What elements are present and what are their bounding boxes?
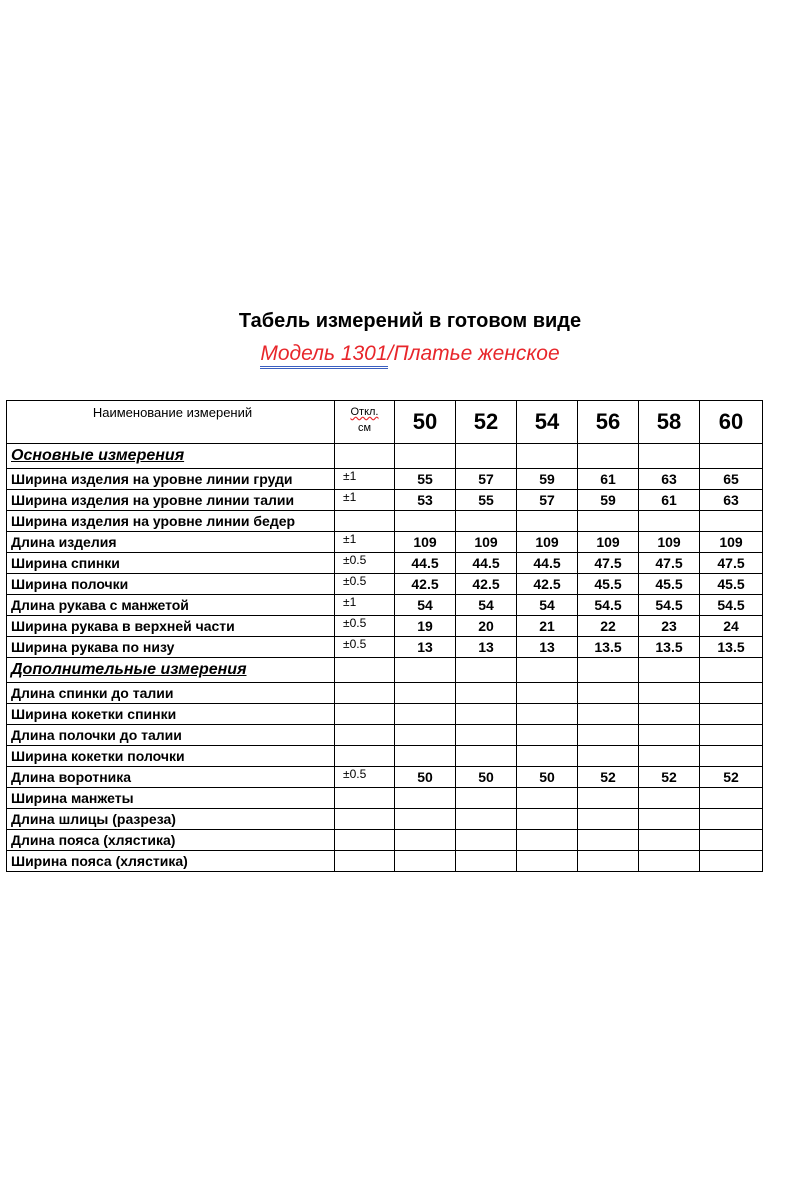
value-cell [395, 725, 456, 746]
tolerance-cell: ±1 [335, 490, 395, 511]
table-row [7, 830, 763, 851]
value-cell [639, 851, 700, 872]
subtitle-slash: / [387, 342, 394, 365]
value-cell [517, 851, 578, 872]
value-cell: 13.5 [700, 637, 763, 658]
value-cell: 65 [700, 469, 763, 490]
value-cell: 42.5 [456, 574, 517, 595]
measurement-name: Ширина рукава по низу [7, 637, 335, 658]
tolerance-cell [335, 511, 395, 532]
table-row [7, 746, 763, 767]
header-tolerance-bottom: см [357, 422, 372, 434]
table-row [7, 637, 763, 658]
value-cell: 47.5 [578, 553, 639, 574]
tolerance-cell: ±1 [335, 469, 395, 490]
table-row [7, 574, 763, 595]
value-cell: 50 [456, 767, 517, 788]
value-cell [517, 830, 578, 851]
value-cell [639, 725, 700, 746]
tolerance-cell: ±0.5 [335, 637, 395, 658]
value-cell [456, 746, 517, 767]
table-row [7, 725, 763, 746]
header-size: 60 [700, 401, 763, 444]
value-cell [700, 725, 763, 746]
value-cell: 50 [395, 767, 456, 788]
value-cell [578, 683, 639, 704]
value-cell [578, 658, 639, 683]
value-cell [578, 830, 639, 851]
value-cell [578, 511, 639, 532]
value-cell [578, 444, 639, 469]
value-cell: 61 [639, 490, 700, 511]
value-cell: 44.5 [456, 553, 517, 574]
value-cell [456, 511, 517, 532]
value-cell [517, 658, 578, 683]
value-cell: 44.5 [517, 553, 578, 574]
value-cell [700, 830, 763, 851]
header-tolerance-top: Откл. [350, 406, 379, 418]
value-cell: 54 [395, 595, 456, 616]
value-cell [395, 746, 456, 767]
value-cell: 24 [700, 616, 763, 637]
tolerance-cell [335, 809, 395, 830]
value-cell: 53 [395, 490, 456, 511]
value-cell: 57 [517, 490, 578, 511]
table-row [7, 595, 763, 616]
value-cell: 52 [639, 767, 700, 788]
table-row [7, 469, 763, 490]
value-cell: 109 [456, 532, 517, 553]
value-cell [395, 830, 456, 851]
tolerance-cell: ±0.5 [335, 767, 395, 788]
value-cell [578, 746, 639, 767]
value-cell: 109 [395, 532, 456, 553]
value-cell: 45.5 [639, 574, 700, 595]
value-cell [395, 851, 456, 872]
value-cell: 45.5 [578, 574, 639, 595]
tolerance-cell [335, 658, 395, 683]
value-cell: 54.5 [700, 595, 763, 616]
value-cell: 109 [578, 532, 639, 553]
value-cell: 47.5 [639, 553, 700, 574]
value-cell: 13 [517, 637, 578, 658]
value-cell: 55 [395, 469, 456, 490]
value-cell: 44.5 [395, 553, 456, 574]
table-row [7, 553, 763, 574]
value-cell [456, 809, 517, 830]
tolerance-cell [335, 788, 395, 809]
measurement-name: Ширина изделия на уровне линии талии [7, 490, 335, 511]
value-cell: 59 [517, 469, 578, 490]
value-cell [395, 704, 456, 725]
measurement-name: Ширина пояса (хлястика) [7, 851, 335, 872]
value-cell: 54 [456, 595, 517, 616]
value-cell [639, 658, 700, 683]
value-cell: 109 [517, 532, 578, 553]
value-cell [578, 788, 639, 809]
measurement-name: Ширина изделия на уровне линии бедер [7, 511, 335, 532]
value-cell [639, 746, 700, 767]
measurements-table [6, 400, 763, 872]
value-cell: 13.5 [639, 637, 700, 658]
value-cell: 42.5 [395, 574, 456, 595]
section-extra-title: Дополнительные измерения [7, 658, 335, 683]
value-cell [700, 746, 763, 767]
model-label: Модель 1301 [260, 342, 387, 369]
value-cell [639, 683, 700, 704]
measurement-name: Ширина изделия на уровне линии груди [7, 469, 335, 490]
value-cell [700, 809, 763, 830]
value-cell: 13 [456, 637, 517, 658]
tolerance-cell [335, 704, 395, 725]
value-cell: 13.5 [578, 637, 639, 658]
header-tolerance [335, 401, 395, 444]
value-cell [517, 511, 578, 532]
value-cell [700, 658, 763, 683]
tolerance-cell [335, 725, 395, 746]
value-cell: 54.5 [578, 595, 639, 616]
measurement-name: Длина спинки до талии [7, 683, 335, 704]
value-cell [395, 444, 456, 469]
tolerance-cell [335, 746, 395, 767]
measurement-name: Длина полочки до талии [7, 725, 335, 746]
measurement-name: Длина рукава с манжетой [7, 595, 335, 616]
table-row [7, 511, 763, 532]
value-cell [700, 683, 763, 704]
tolerance-cell: ±1 [335, 532, 395, 553]
table-row [7, 809, 763, 830]
value-cell [456, 725, 517, 746]
table-row [7, 616, 763, 637]
value-cell: 57 [456, 469, 517, 490]
value-cell [517, 704, 578, 725]
header-size: 50 [395, 401, 456, 444]
measurement-name: Ширина полочки [7, 574, 335, 595]
tolerance-cell: ±0.5 [335, 616, 395, 637]
value-cell: 52 [700, 767, 763, 788]
section-main-title: Основные измерения [7, 444, 335, 469]
value-cell [456, 851, 517, 872]
value-cell: 22 [578, 616, 639, 637]
value-cell [700, 788, 763, 809]
value-cell [395, 683, 456, 704]
section-extra-row [7, 658, 763, 683]
value-cell [517, 683, 578, 704]
value-cell: 109 [700, 532, 763, 553]
value-cell [395, 788, 456, 809]
value-cell [700, 444, 763, 469]
table-body [7, 401, 763, 872]
value-cell: 47.5 [700, 553, 763, 574]
value-cell: 54 [517, 595, 578, 616]
value-cell [456, 788, 517, 809]
value-cell [700, 851, 763, 872]
measurement-name: Ширина кокетки полочки [7, 746, 335, 767]
value-cell [517, 444, 578, 469]
table-row [7, 490, 763, 511]
value-cell [639, 511, 700, 532]
value-cell [700, 511, 763, 532]
value-cell [456, 830, 517, 851]
header-size: 58 [639, 401, 700, 444]
measurement-name: Длина воротника [7, 767, 335, 788]
table-row [7, 851, 763, 872]
value-cell [395, 809, 456, 830]
section-main-row [7, 444, 763, 469]
page-title: Табель измерений в готовом виде [238, 310, 582, 332]
value-cell [639, 444, 700, 469]
value-cell: 55 [456, 490, 517, 511]
tolerance-cell [335, 444, 395, 469]
header-size: 54 [517, 401, 578, 444]
header-size: 52 [456, 401, 517, 444]
measurement-name: Ширина кокетки спинки [7, 704, 335, 725]
value-cell [578, 851, 639, 872]
measurement-name: Длина шлицы (разреза) [7, 809, 335, 830]
value-cell: 19 [395, 616, 456, 637]
value-cell [578, 704, 639, 725]
value-cell [456, 704, 517, 725]
value-cell: 63 [639, 469, 700, 490]
value-cell [639, 809, 700, 830]
value-cell [456, 658, 517, 683]
value-cell: 13 [395, 637, 456, 658]
table-row [7, 683, 763, 704]
value-cell [639, 704, 700, 725]
header-name: Наименование измерений [7, 401, 335, 444]
table-row [7, 704, 763, 725]
product-name: Платье женское [393, 342, 560, 365]
tolerance-cell: ±0.5 [335, 553, 395, 574]
value-cell: 61 [578, 469, 639, 490]
value-cell [700, 704, 763, 725]
value-cell [456, 683, 517, 704]
value-cell [456, 444, 517, 469]
measurement-name: Длина изделия [7, 532, 335, 553]
measurement-name: Ширина манжеты [7, 788, 335, 809]
value-cell [395, 511, 456, 532]
value-cell [517, 746, 578, 767]
value-cell: 45.5 [700, 574, 763, 595]
table-row [7, 788, 763, 809]
value-cell [578, 809, 639, 830]
value-cell: 20 [456, 616, 517, 637]
value-cell [517, 809, 578, 830]
value-cell: 50 [517, 767, 578, 788]
tolerance-cell [335, 830, 395, 851]
value-cell [517, 788, 578, 809]
tolerance-cell: ±0.5 [335, 574, 395, 595]
value-cell [639, 830, 700, 851]
value-cell: 59 [578, 490, 639, 511]
value-cell [578, 725, 639, 746]
value-cell: 21 [517, 616, 578, 637]
value-cell: 54.5 [639, 595, 700, 616]
value-cell [639, 788, 700, 809]
header-size: 56 [578, 401, 639, 444]
tolerance-cell: ±1 [335, 595, 395, 616]
value-cell: 52 [578, 767, 639, 788]
measurement-name: Ширина рукава в верхней части [7, 616, 335, 637]
model-subtitle [0, 340, 800, 368]
value-cell: 63 [700, 490, 763, 511]
measurement-name: Длина пояса (хлястика) [7, 830, 335, 851]
value-cell: 109 [639, 532, 700, 553]
measurement-name: Ширина спинки [7, 553, 335, 574]
value-cell: 42.5 [517, 574, 578, 595]
tolerance-cell [335, 683, 395, 704]
value-cell [395, 658, 456, 683]
value-cell [517, 725, 578, 746]
table-row [7, 532, 763, 553]
tolerance-cell [335, 851, 395, 872]
table-header-row [7, 401, 763, 444]
value-cell: 23 [639, 616, 700, 637]
table-row [7, 767, 763, 788]
